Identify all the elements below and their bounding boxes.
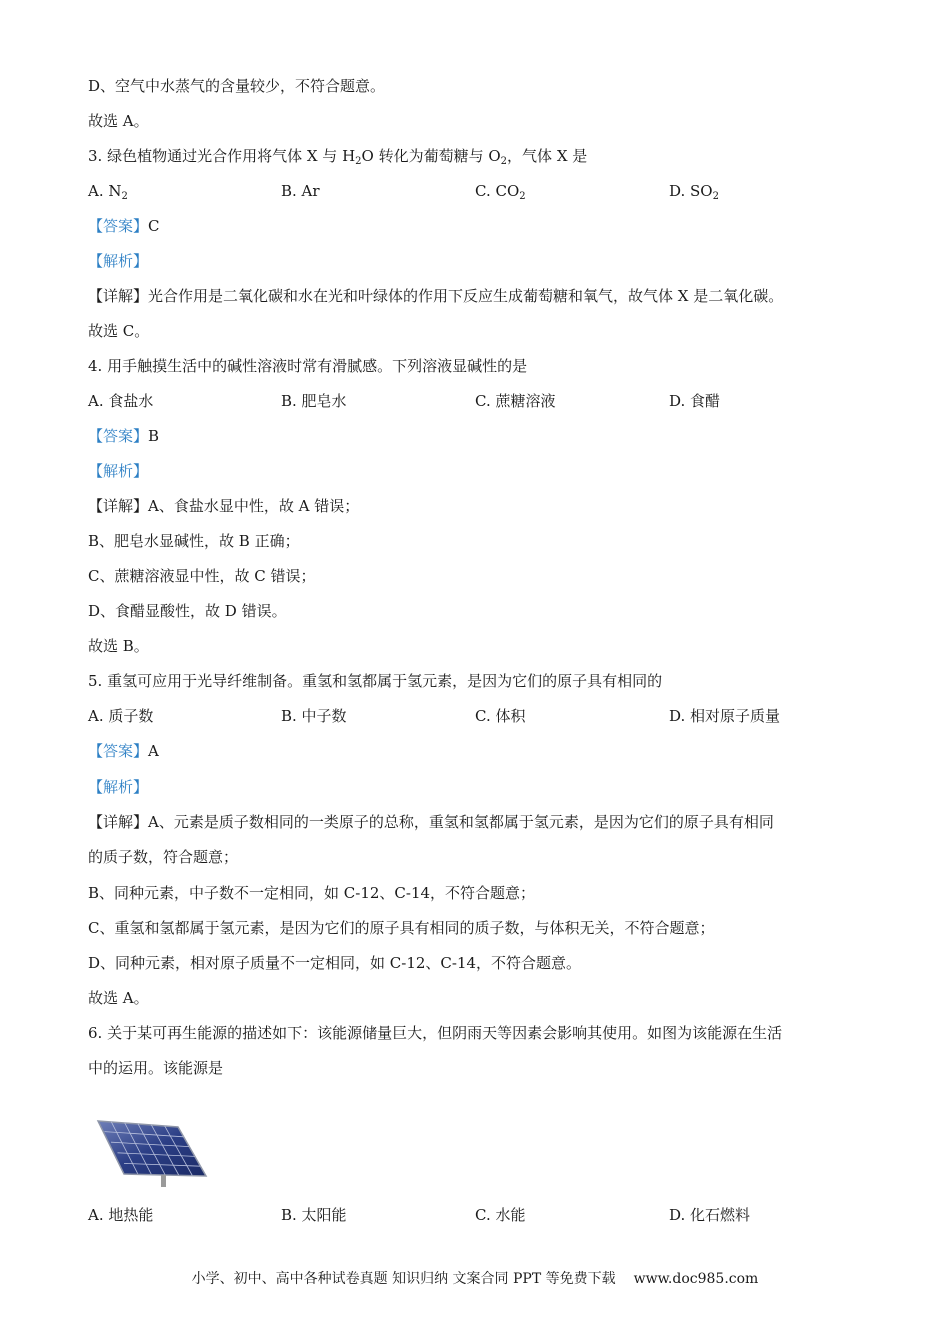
answer-value: A <box>148 742 159 760</box>
detail-line: 【详解】A、食盐水显中性，故 A 错误； <box>88 497 360 515</box>
question-6: 6. 关于某可再生能源的描述如下：该能源储量巨大，但阴雨天等因素会影响其使用。如图为该能源在生活 <box>88 1024 783 1042</box>
detail-tag: 【详解】 <box>88 497 149 515</box>
text-line: D、食醋显酸性，故 D 错误。 <box>88 602 287 620</box>
option-b: B. 太阳能 <box>281 1206 347 1224</box>
page-footer <box>0 1269 950 1289</box>
subscript: 2 <box>500 156 508 167</box>
detail-tag: 【详解】 <box>88 813 149 831</box>
text-line: D、空气中水蒸气的含量较少，不符合题意。 <box>88 77 386 95</box>
analysis-tag: 【解析】 <box>88 778 149 796</box>
answer-line <box>88 215 868 237</box>
question-6-options <box>88 1204 868 1226</box>
text-line: C、重氢和氢都属于氢元素，是因为它们的原子具有相同的质子数，与体积无关，不符合题意； <box>88 919 715 937</box>
solar-panel-image <box>94 1118 210 1188</box>
question-5-options <box>88 705 868 727</box>
question-text: 3. 绿色植物通过光合作用将气体 X 与 H <box>88 147 356 165</box>
analysis-line <box>88 250 868 272</box>
detail-line: 【详解】A、元素是质子数相同的一类原子的总称，重氢和氢都属于氢元素，是因为它们的原子具有相同 <box>88 813 774 831</box>
question-4: 4. 用手触摸生活中的碱性溶液时常有滑腻感。下列溶液显碱性的是 <box>88 357 528 375</box>
answer-tag: 【答案】 <box>88 742 149 760</box>
question-5: 5. 重氢可应用于光导纤维制备。重氢和氢都属于氢元素，是因为它们的原子具有相同的 <box>88 672 663 690</box>
option-b: B. Ar <box>281 182 320 200</box>
answer-tag: 【答案】 <box>88 427 149 445</box>
question-3-options <box>88 180 868 202</box>
option-c: C. 体积 <box>475 707 526 725</box>
answer-tag: 【答案】 <box>88 217 149 235</box>
text-line: 的质子数，符合题意； <box>88 848 239 866</box>
option-b: B. 肥皂水 <box>281 392 347 410</box>
question-text: O 转化为葡萄糖与 O <box>361 147 501 165</box>
question-text: ，气体 X 是 <box>507 147 588 165</box>
text-line: B、同种元素，中子数不一定相同，如 C-12、C-14，不符合题意； <box>88 884 536 902</box>
choose-line: 故选 A。 <box>88 112 149 130</box>
option-a: A. $N_2$ <box>88 182 128 202</box>
answer-value: B <box>148 427 160 445</box>
question-4-options <box>88 390 868 412</box>
text-line: C、蔗糖溶液显中性，故 C 错误； <box>88 567 316 585</box>
choose-line: 故选 A。 <box>88 989 149 1007</box>
option-b: B. 中子数 <box>281 707 347 725</box>
text-line: B、肥皂水显碱性，故 B 正确； <box>88 532 300 550</box>
analysis-line <box>88 460 868 482</box>
question-3 <box>88 145 868 167</box>
analysis-line <box>88 776 868 798</box>
question-6-cont: 中的运用。该能源是 <box>88 1059 224 1077</box>
answer-line <box>88 425 868 447</box>
option-d: D. 食醋 <box>669 392 721 410</box>
option-a: A. 质子数 <box>88 707 154 725</box>
option-a: A. 食盐水 <box>88 392 154 410</box>
choose-line: 故选 B。 <box>88 637 149 655</box>
option-c: C. $CO_2$ <box>475 182 526 202</box>
analysis-tag: 【解析】 <box>88 252 149 270</box>
option-d: D. 相对原子质量 <box>669 707 781 725</box>
answer-value: C <box>148 217 160 235</box>
detail-line: 【详解】光合作用是二氧化碳和水在光和叶绿体的作用下反应生成葡萄糖和氧气，故气体 X 是二氧化碳。 <box>88 287 784 305</box>
footer-link[interactable]: www.doc985.com <box>633 1271 759 1287</box>
option-d: D. 化石燃料 <box>669 1206 751 1224</box>
option-a: A. 地热能 <box>88 1206 154 1224</box>
option-c: C. 水能 <box>475 1206 526 1224</box>
option-d: D. $SO_2$ <box>669 182 719 202</box>
answer-line <box>88 740 868 762</box>
analysis-tag: 【解析】 <box>88 462 149 480</box>
footer-text: 小学、初中、高中各种试卷真题 知识归纳 文案合同 PPT 等免费下载 <box>191 1271 616 1287</box>
option-c: C. 蔗糖溶液 <box>475 392 556 410</box>
detail-tag: 【详解】 <box>88 287 149 305</box>
subscript: 2 <box>355 156 362 167</box>
choose-line: 故选 C。 <box>88 322 150 340</box>
text-line: D、同种元素，相对原子质量不一定相同，如 C-12、C-14，不符合题意。 <box>88 954 582 972</box>
